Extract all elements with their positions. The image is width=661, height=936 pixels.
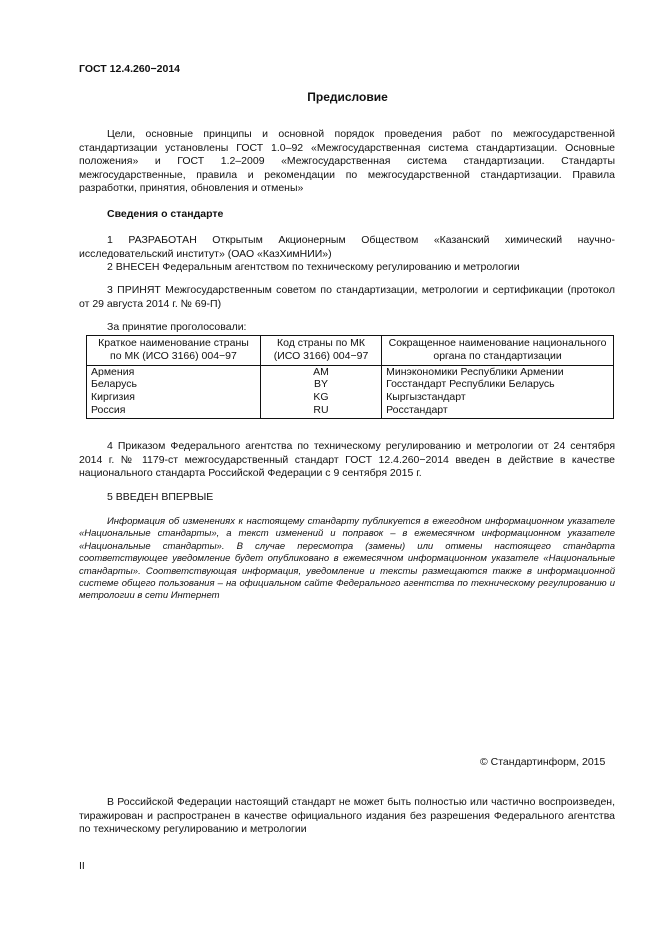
country-cell: Беларусь [87, 378, 261, 391]
table-row [87, 378, 614, 391]
page-title: Предисловие [307, 90, 388, 104]
column-header-country: Краткое наименование страны по МК (ИСО 3166) 004−97 [87, 336, 261, 366]
country-cell: Россия [87, 404, 261, 418]
code-cell: AM [260, 365, 381, 378]
table-row [87, 365, 614, 378]
column-header-code: Код страны по МК (ИСО 3166) 004−97 [260, 336, 381, 366]
intro-paragraph: Цели, основные принципы и основной порядок проведения работ по межгосударственной стандартизации установлены ГОСТ 1.0–92 «Межгосударственная система стандартизации. Основные положения» и ГОСТ 1.2–2009 «Межгосударственная система стандартизации. Стандарты межгосударственные, правила и рекомендации по межгосударственной стандартизации. Правила разработки, принятия, обновления и отмены» [79, 128, 615, 195]
agency-cell: Госстандарт Республики Беларусь [382, 378, 614, 391]
table-row [87, 404, 614, 418]
column-header-agency: Сокращенное наименование национального органа по стандартизации [382, 336, 614, 366]
country-cell: Киргизия [87, 391, 261, 404]
table-row [87, 391, 614, 404]
item-3-adopted: 3 ПРИНЯТ Межгосударственным советом по стандартизации, метрологии и сертификации (протокол от 29 августа 2014 г. № 69-П) [79, 284, 615, 310]
country-cell: Армения [87, 365, 261, 378]
agency-cell: Росстандарт [382, 404, 614, 418]
copyright: © Стандартинформ, 2015 [480, 756, 606, 768]
item-2-introduced: 2 ВНЕСЕН Федеральным агентством по техническому регулированию и метрологии [107, 261, 520, 273]
document-code: ГОСТ 12.4.260−2014 [79, 63, 180, 75]
info-heading: Сведения о стандарте [107, 208, 224, 220]
item-5-first-introduced: 5 ВВЕДЕН ВПЕРВЫЕ [107, 491, 214, 503]
votes-table [86, 335, 614, 419]
code-cell: KG [260, 391, 381, 404]
changes-notice: Информация об изменениях к настоящему стандарту публикуется в ежегодном информационном указателе «Национальные стандарты», а текст изменений и поправок – в ежемесячном информационном указателе «Национальные стандарты». В случае пересмотра (замены) или отмены настоящего стандарта соответствующее уведомление будет опубликовано в ежемесячном информационном указателе «Национальные стандарты». Соответствующая информация, уведомление и тексты размещаются также в информационной системе общего пользования – на официальном сайте Федерального агентства по техническому регулированию и метрологии в сети Интернет [79, 516, 615, 602]
votes-label: За принятие проголосовали: [107, 321, 247, 333]
page-number: II [79, 860, 85, 872]
code-cell: BY [260, 378, 381, 391]
reproduction-notice: В Российской Федерации настоящий стандарт не может быть полностью или частично воспроизведен, тиражирован и распространен в качестве официального издания без разрешения Федерального агентства по техническому регулированию и метрологии [79, 796, 615, 836]
agency-cell: Кыргызстандарт [382, 391, 614, 404]
item-4-order: 4 Приказом Федерального агентства по техническому регулированию и метрологии от 24 сентября 2014 г. № 1179-ст межгосударственный стандарт ГОСТ 12.4.260−2014 введен в действие в качестве национального стандарта Российской Федерации с 9 сентября 2015 г. [79, 440, 615, 480]
item-1-developed: 1 РАЗРАБОТАН Открытым Акционерным Обществом «Казанский химический научно-исследовательский институт» (ОАО «КазХимНИИ») [79, 234, 615, 260]
code-cell: RU [260, 404, 381, 418]
table-header-row [87, 336, 614, 366]
agency-cell: Минэкономики Республики Армении [382, 365, 614, 378]
